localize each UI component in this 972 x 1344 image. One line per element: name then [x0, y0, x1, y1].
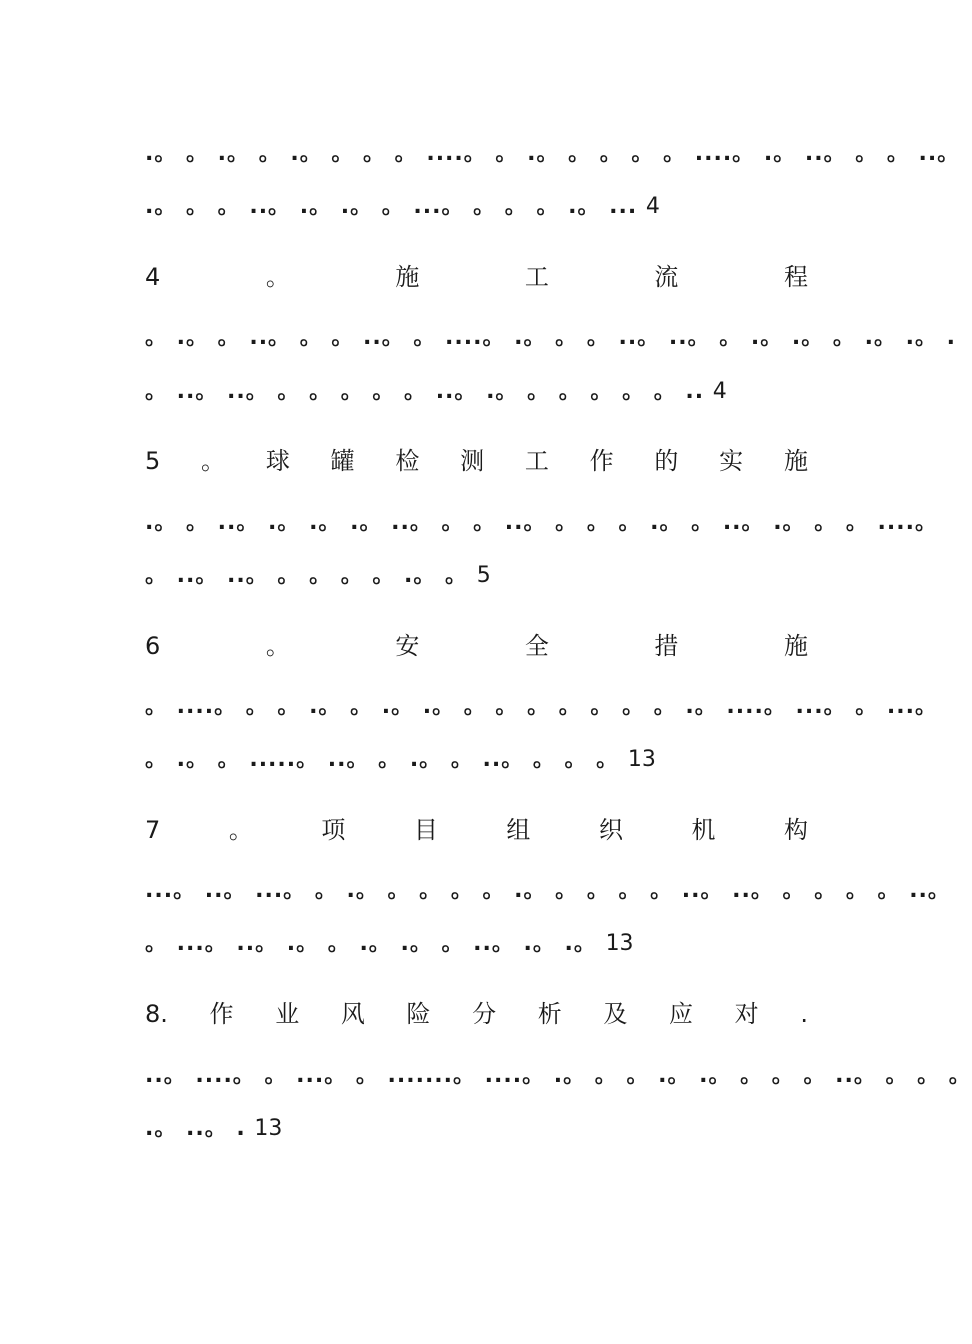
toc-leader-dots: 。 .。 。 .....。 ..。 。 .。 。 ..。 。 。 。 [145, 747, 620, 772]
toc-title-char: 织 [598, 816, 623, 844]
toc-leader [145, 871, 951, 911]
toc-page-number: 4 [645, 194, 660, 219]
toc-entry-separator: 。 [201, 447, 226, 475]
toc-leader [145, 134, 961, 174]
toc-page-number: 13 [627, 747, 656, 772]
toc-leader [145, 372, 808, 412]
toc-leader [145, 556, 808, 596]
toc-title-char: 工 [524, 263, 549, 291]
toc-title-char: 罐 [330, 447, 355, 475]
toc-entry-7-title[interactable] [145, 810, 808, 850]
toc-leader [145, 187, 808, 227]
toc-title-char: 流 [654, 263, 679, 291]
toc-leader-dots: .。 ..。 . [145, 1116, 246, 1141]
toc-entry-separator: 。 [265, 263, 290, 291]
toc-leader-dots: .。 。 。 ..。 .。 .。 。 ...。 。 。 。 .。 ... [145, 194, 638, 219]
toc-title-char: 测 [460, 447, 485, 475]
toc-entry-number: 6 [145, 632, 161, 660]
toc-entry-5-title[interactable] [145, 441, 808, 481]
toc-title-char: 析 [537, 1000, 562, 1028]
toc-leader [145, 740, 808, 780]
toc-title-char: 应 [669, 1000, 694, 1028]
toc-entry-trail: . [800, 1000, 808, 1028]
toc-leader-dots: .。 。 ..。 .。 .。 .。 ..。 。 。 ..。 。 。 。 .。 。 ..。 .。 。 。 ....。 [145, 510, 938, 535]
toc-leader-dots: 。 .。 。 ..。 。 。 ..。 。 ....。 .。 。 。 ..。 ..。 。 .。 .。 。 .。 .。 . [145, 325, 956, 350]
toc-title-char: 目 [413, 816, 438, 844]
toc-leader [145, 1109, 808, 1149]
toc-title-char: 险 [406, 1000, 431, 1028]
toc-entry-6-title[interactable] [145, 626, 808, 666]
toc-leader [145, 924, 808, 964]
toc-leader [145, 318, 956, 358]
toc-leader-dots: 。 ..。 ..。 。 。 。 。 。 ..。 .。 。 。 。 。 。 .. [145, 379, 705, 404]
toc-title-char: 作 [209, 1000, 234, 1028]
toc-page-number: 13 [605, 931, 634, 956]
toc-page-number: 13 [254, 1116, 283, 1141]
toc-title-char: 施 [395, 263, 420, 291]
toc-title-char: 业 [275, 1000, 300, 1028]
toc-title-char: 实 [719, 447, 744, 475]
toc-leader [145, 687, 938, 727]
toc-title-char: 及 [603, 1000, 628, 1028]
toc-leader [145, 1056, 972, 1096]
toc-leader-dots: ...。 ..。 ...。 。 .。 。 。 。 。 .。 。 。 。 。 ..。 ..。 。 。 。 。 ..。 [145, 878, 951, 903]
toc-entry-number: 8. [145, 1000, 168, 1028]
toc-title-char: 措 [654, 632, 679, 660]
toc-title-char: 组 [506, 816, 531, 844]
toc-page-number: 4 [712, 379, 727, 404]
toc-leader [145, 503, 938, 543]
toc-title-char: 工 [524, 447, 549, 475]
toc-title-char: 程 [783, 263, 808, 291]
toc-entry-number: 4 [145, 263, 161, 291]
toc-title-char: 施 [783, 447, 808, 475]
toc-leader-dots: 。 ..。 ..。 。 。 。 。 .。 。 [145, 563, 469, 588]
toc-title-char: 安 [395, 632, 420, 660]
toc-title-char: 风 [340, 1000, 365, 1028]
toc-leader-dots: ..。 ....。 。 ...。 。 .......。 ....。 .。 。 。 .。 .。 。 。 。 ..。 。 。 。 [145, 1063, 972, 1088]
toc-title-char: 构 [784, 816, 808, 844]
toc-title-char: 机 [691, 816, 716, 844]
toc-entry-8-title[interactable] [145, 994, 808, 1034]
toc-title-char: 球 [265, 447, 290, 475]
toc-title-char: 检 [395, 447, 420, 475]
toc-title-char: 全 [524, 632, 549, 660]
toc-leader-dots: .。 。 .。 。 .。 。 。 。 ....。 。 .。 。 。 。 。 ....。 .。 ..。 。 。 ..。 [145, 141, 961, 166]
toc-page-number: 5 [476, 563, 491, 588]
toc-title-char: 的 [654, 447, 679, 475]
toc-entry-separator: 。 [265, 632, 290, 660]
toc-leader-dots: 。 ...。 ..。 .。 。 .。 .。 。 ..。 .。 .。 [145, 931, 597, 956]
toc-leader-dots: 。 ....。 。 。 .。 。 .。 .。 。 。 。 。 。 。 。 .。 ....。 ...。 。 ...。 [145, 694, 938, 719]
toc-entry-4-title[interactable] [145, 257, 808, 297]
toc-title-char: 分 [472, 1000, 497, 1028]
toc-entry-number: 5 [145, 447, 161, 475]
toc-title-char: 作 [589, 447, 614, 475]
toc-title-char: 对 [734, 1000, 759, 1028]
toc-entry-separator: 。 [228, 816, 253, 844]
toc-entry-number: 7 [145, 816, 161, 844]
toc-title-char: 施 [783, 632, 808, 660]
toc-title-char: 项 [321, 816, 346, 844]
